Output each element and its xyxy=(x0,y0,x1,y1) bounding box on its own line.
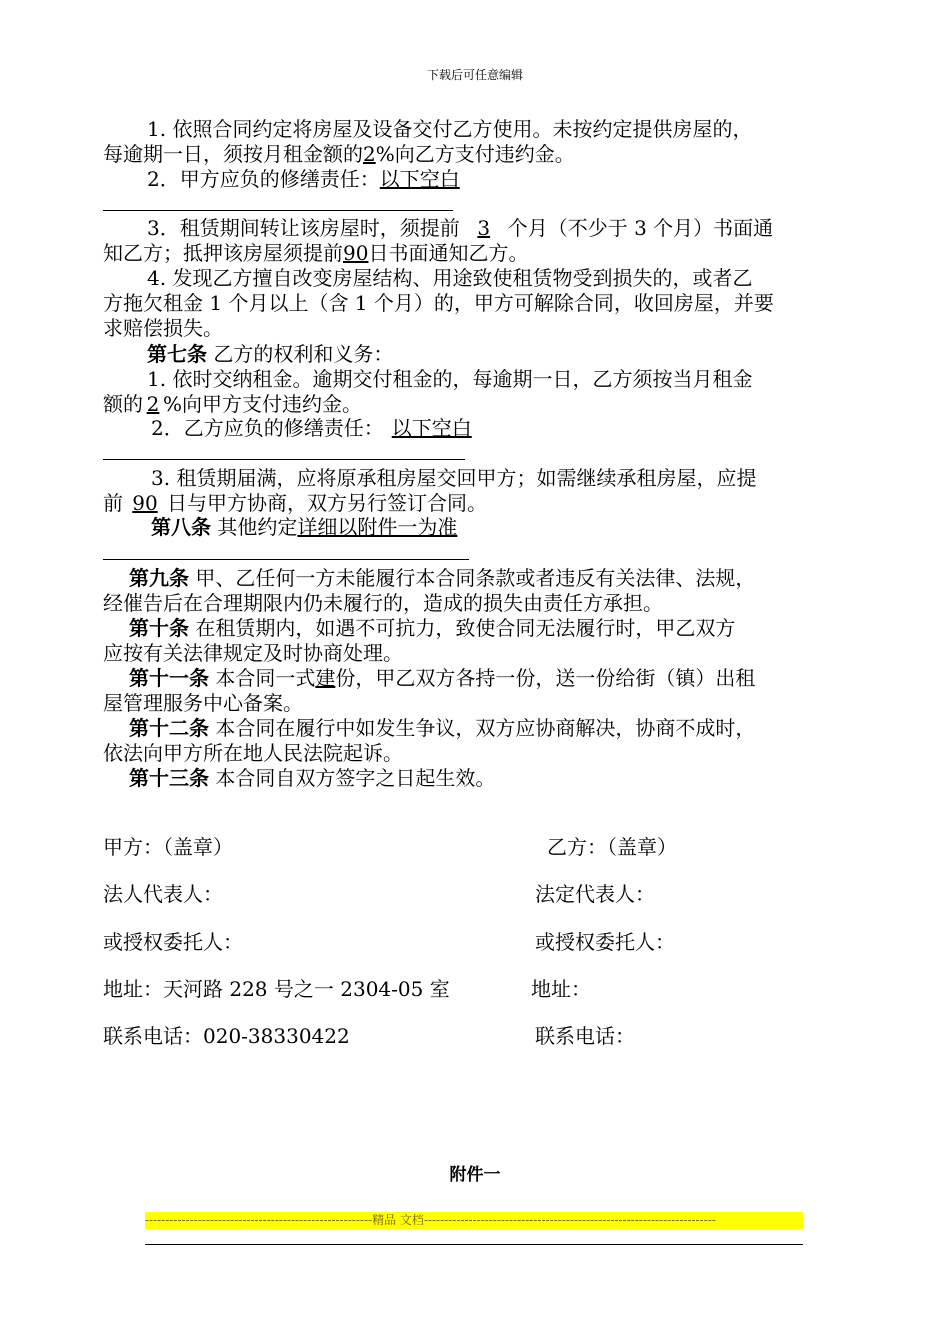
clause-a-3 xyxy=(147,216,773,241)
article-12-cont: 依法向甲方所在地人民法院起诉。 xyxy=(103,741,403,765)
penalty-rate-b: 2 xyxy=(146,392,160,416)
text: 甲、乙任何一方未能履行本合同条款或者违反有关法律、法规， xyxy=(189,566,756,590)
repair-duty-b: 以下空白 xyxy=(391,416,472,440)
article-10-cont: 应按有关法律规定及时协商处理。 xyxy=(103,641,403,665)
article-11-cont: 屋管理服务中心备案。 xyxy=(103,691,303,715)
copies-count: 建 xyxy=(315,666,336,690)
party-b-phone: 联系电话： xyxy=(535,1024,635,1048)
text: 2．甲方应负的修缮责任： xyxy=(147,167,380,191)
clause-a-2 xyxy=(147,167,625,192)
blank-line xyxy=(103,559,469,560)
text: 乙方的权利和义务： xyxy=(207,342,394,366)
footer-watermark-text: --------------------------------------------------------精品 文档------------------------------------------------------------------------ xyxy=(145,1213,716,1227)
text: 额的 xyxy=(103,392,143,416)
article-7 xyxy=(147,342,393,367)
text: 2．乙方应负的修缮责任： xyxy=(151,416,384,440)
clause-a-4-cont: 方拖欠租金 1 个月以上（含 1 个月）的，甲方可解除合同，收回房屋，并要 xyxy=(103,291,774,315)
other-terms: 详细以附件一为准 xyxy=(297,515,458,539)
clause-b-3-cont xyxy=(103,491,487,516)
clause-a-3-cont xyxy=(103,241,528,266)
text: 前 xyxy=(103,491,123,515)
article-11-heading: 第十一条 xyxy=(129,666,209,690)
clause-b-1-cont xyxy=(103,392,362,417)
footer-rule xyxy=(145,1244,803,1245)
article-13-heading: 第十三条 xyxy=(129,766,209,790)
clause-b-3: 3. 租赁期届满，应将原承租房屋交回甲方；如需继续承租房屋，应提 xyxy=(151,466,757,490)
repair-duty-a: 以下空白 xyxy=(379,167,460,191)
text: 3．租赁期间转让该房屋时，须提前 xyxy=(147,216,460,240)
party-a-phone: 联系电话：020-38330422 xyxy=(103,1024,350,1048)
text: 个月（不少于 3 个月）书面通 xyxy=(507,216,774,240)
party-a-representative: 法人代表人： xyxy=(103,882,223,906)
clause-a-4: 4. 发现乙方擅自改变房屋结构、用途致使租赁物受到损失的，或者乙 xyxy=(147,266,753,290)
party-b-representative: 法定代表人： xyxy=(535,882,655,906)
article-10 xyxy=(129,616,735,641)
text: %向乙方支付违约金。 xyxy=(375,142,575,166)
blank-line xyxy=(103,459,465,460)
party-a-agent: 或授权委托人： xyxy=(103,930,243,954)
article-8-heading: 第八条 xyxy=(151,515,211,539)
article-11 xyxy=(129,666,755,691)
text: 日书面通知乙方。 xyxy=(368,241,529,265)
article-12 xyxy=(129,716,755,741)
text: 份，甲乙双方各持一份，送一份给街（镇）出租 xyxy=(335,666,756,690)
blank-line xyxy=(103,210,453,211)
article-13 xyxy=(129,766,495,791)
text: 每逾期一日，须按月租金额的 xyxy=(103,142,363,166)
party-b-address: 地址： xyxy=(531,977,591,1001)
article-9-heading: 第九条 xyxy=(129,566,189,590)
article-8 xyxy=(151,515,627,540)
clause-a-4-cont2: 求赔偿损失。 xyxy=(103,316,223,340)
penalty-rate-a: 2 xyxy=(363,142,376,166)
text: 本合同在履行中如发生争议，双方应协商解决，协商不成时， xyxy=(209,716,756,740)
text: 本合同自双方签字之日起生效。 xyxy=(209,766,496,790)
party-b-agent: 或授权委托人： xyxy=(535,930,675,954)
party-b-seal: 乙方：（盖章） xyxy=(547,835,677,859)
party-a-address: 地址：天河路 228 号之一 2304-05 室 xyxy=(103,977,450,1001)
text: 在租赁期内，如遇不可抗力，致使合同无法履行时，甲乙双方 xyxy=(189,616,736,640)
clause-b-2 xyxy=(151,416,634,441)
appendix-title: 附件一 xyxy=(449,1165,501,1185)
article-12-heading: 第十二条 xyxy=(129,716,209,740)
clause-a-1-cont xyxy=(103,142,575,167)
text: 其他约定 xyxy=(211,515,298,539)
clause-b-1: 1. 依时交纳租金。逾期交付租金的，每逾期一日，乙方须按当月租金 xyxy=(147,367,753,391)
article-10-heading: 第十条 xyxy=(129,616,189,640)
mortgage-notice-days: 90 xyxy=(343,241,369,265)
text: %向甲方支付违约金。 xyxy=(163,392,363,416)
article-9-cont: 经催告后在合理期限内仍未履行的，造成的损失由责任方承担。 xyxy=(103,591,663,615)
text: 知乙方；抵押该房屋须提前 xyxy=(103,241,343,265)
clause-a-1: 1. 依照合同约定将房屋及设备交付乙方使用。未按约定提供房屋的， xyxy=(147,117,753,141)
renewal-notice-days: 90 xyxy=(132,491,158,515)
party-a-seal: 甲方：（盖章） xyxy=(103,835,233,859)
notice-months: 3 xyxy=(477,216,491,240)
article-7-heading: 第七条 xyxy=(147,342,207,366)
article-9 xyxy=(129,566,755,591)
text: 日与甲方协商，双方另行签订合同。 xyxy=(167,491,487,515)
page-header-note: 下载后可任意编辑 xyxy=(426,68,523,82)
text: 本合同一式 xyxy=(209,666,316,690)
